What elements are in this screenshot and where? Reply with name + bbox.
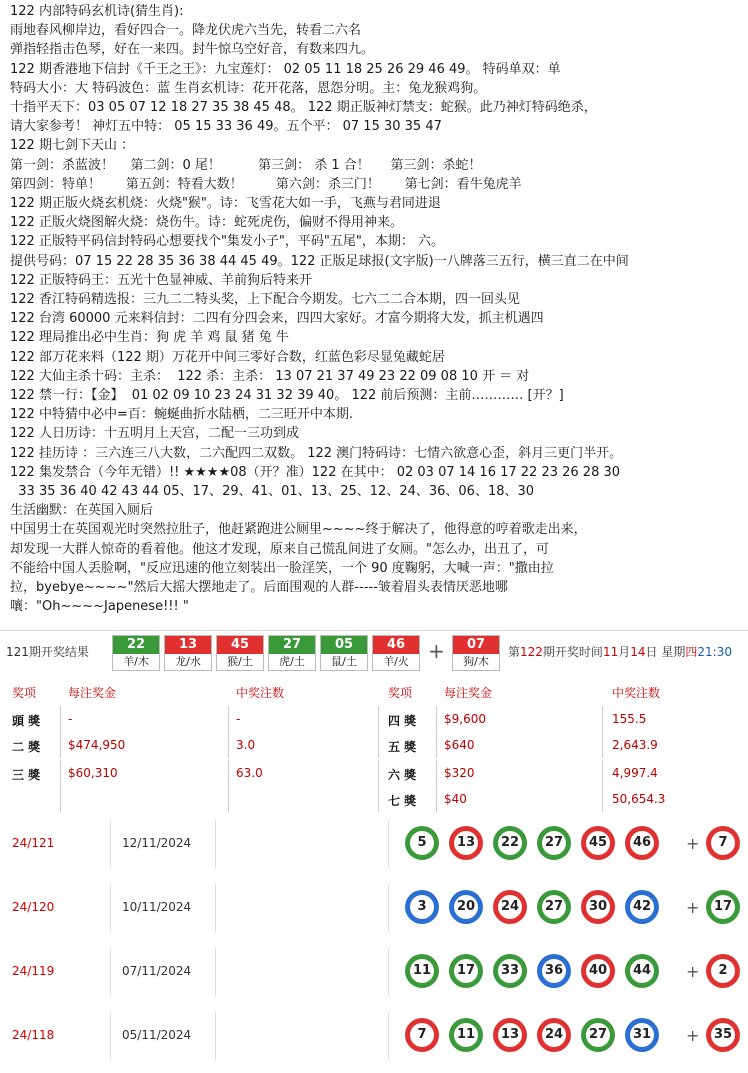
poem-line: 122 正版特码王：五光十色显神威、羊前狗后特来开	[10, 272, 312, 288]
column-divider	[602, 786, 603, 812]
result-special-ball	[706, 826, 740, 860]
prize-table	[0, 676, 748, 810]
poem-line: 122 期香港地下信封《千王之王》：九宝莲灯： 02 05 11 18 25 26 29 46 49。 特码单双：单	[10, 61, 561, 77]
prize-count: 2,643.9	[612, 738, 658, 752]
plus-sign: +	[428, 639, 445, 663]
result-ball-number: 24	[542, 1023, 566, 1047]
poem-line: 第四剑：特单！ 第五剑：特看大数！ 第六剑：杀三门！ 第七剑：看牛兔虎羊	[10, 176, 522, 192]
result-ball-number: 13	[454, 831, 478, 855]
poem-line: 特码大小：大 特码波色：蓝 生肖玄机诗：花开花落，恩怨分明。主：兔龙猴鸡狗。	[10, 80, 487, 96]
result-ball-number: 40	[586, 959, 610, 983]
column-divider	[215, 820, 216, 868]
column-divider	[228, 760, 229, 786]
draw-zodiac: 鼠/土	[321, 654, 367, 670]
result-ball-number: 35	[711, 1023, 735, 1047]
prize-label: 三 獎	[12, 768, 41, 782]
column-divider	[215, 884, 216, 932]
poem-line: 弹指轻指击色琴，好在一来四。封牛惊乌空好音，有数来四九。	[10, 42, 375, 58]
column-divider	[110, 884, 111, 932]
prize-amount: $320	[444, 766, 475, 780]
result-ball-number: 27	[586, 1023, 610, 1047]
draw-number: 46	[373, 636, 419, 654]
prize-label: 頭 獎	[12, 714, 41, 728]
column-divider	[436, 760, 437, 786]
prize-row	[0, 732, 748, 758]
result-ball-number: 45	[586, 831, 610, 855]
column-divider	[602, 706, 603, 732]
poem-line: 雨地春风柳岸边，看好四合一。降龙伏虎六当先，转看二六名	[10, 23, 362, 39]
result-ball	[449, 826, 483, 860]
prize-amount: $474,950	[68, 738, 126, 752]
result-ball-number: 11	[454, 1023, 478, 1047]
prize-row	[0, 706, 748, 732]
column-divider	[228, 706, 229, 732]
result-row	[0, 876, 748, 940]
prize-amount: $60,310	[68, 766, 118, 780]
result-ball-number: 27	[542, 831, 566, 855]
poem-line: 请大家参考！ 神灯五中特： 05 15 33 36 49。五个平： 07 15 30 35 47	[10, 119, 442, 135]
result-ball-number: 22	[498, 831, 522, 855]
result-date: 10/11/2024	[122, 900, 192, 914]
column-divider	[60, 732, 61, 758]
poem-line: 生活幽默：在英国入厕后	[10, 503, 154, 519]
recent-results-list	[0, 812, 748, 1073]
result-ball-number: 2	[711, 959, 735, 983]
poem-line: 122 部万花来料（122 期）万花开中间三零好合数，红蓝色彩尽显兔藏蛇居	[10, 349, 445, 365]
column-divider	[378, 706, 379, 732]
result-ball	[493, 1018, 527, 1052]
column-divider	[388, 820, 389, 868]
result-row	[0, 812, 748, 876]
column-divider	[378, 760, 379, 786]
draw-label: 121期开奖结果	[6, 645, 89, 659]
result-ball-number: 11	[410, 959, 434, 983]
prize-header-count: 中奖注数	[236, 686, 285, 700]
column-divider	[388, 884, 389, 932]
draw-number: 27	[269, 636, 315, 654]
draw-number-box	[268, 635, 316, 671]
result-special-ball	[706, 1018, 740, 1052]
result-ball-number: 13	[498, 1023, 522, 1047]
result-ball-number: 46	[630, 831, 654, 855]
draw-number-box	[372, 635, 420, 671]
poem-line: 122 期七剑下天山 ：	[10, 138, 135, 154]
draw-number-box	[216, 635, 264, 671]
draw-zodiac: 羊/木	[113, 654, 159, 670]
draw-number-box	[164, 635, 212, 671]
poem-line: 33 35 36 40 42 43 44 05、17、29、41、01、13、25、12、24、36、06、18、30	[10, 484, 535, 499]
prize-amount: $40	[444, 792, 467, 806]
result-period: 24/119	[12, 964, 55, 978]
poem-line: 十指平天下：03 05 07 12 18 27 35 38 45 48。 122 期正版神灯禁支：蛇猴。此乃神灯特码绝杀，	[10, 100, 597, 115]
column-divider	[436, 732, 437, 758]
poem-line: 122 香江特码精选报：三九二二特头奖，上下配合今期发。七六二二合本期，四一回头见	[10, 292, 520, 307]
poem-line: 122 挂历诗 ：三六连三八大数，二六配四二双数。 122 澳门特码诗：七情六欲意心歪，斜月三更门半开。	[10, 445, 623, 461]
result-ball	[581, 826, 615, 860]
draw-zodiac: 猴/土	[217, 654, 263, 670]
prize-header-count-2: 中奖注数	[612, 686, 661, 700]
result-ball	[581, 954, 615, 988]
result-ball	[625, 1018, 659, 1052]
column-divider	[110, 820, 111, 868]
result-ball-number: 36	[542, 959, 566, 983]
poem-line: 122 理局推出必中生肖：狗 虎 羊 鸡 鼠 猪 兔 牛	[10, 330, 289, 346]
plus-sign: +	[686, 962, 700, 981]
prize-amount: $9,600	[444, 712, 486, 726]
draw-zodiac: 虎/土	[269, 654, 315, 670]
prize-count: 3.0	[236, 738, 256, 752]
result-date: 12/11/2024	[122, 836, 192, 850]
draw-number-box	[320, 635, 368, 671]
result-ball-number: 33	[498, 959, 522, 983]
poem-line: 122 正版火烧图解火烧：烧伤牛。诗：蛇死虎伤，偏财不得用神来。	[10, 215, 403, 231]
result-special-ball	[706, 954, 740, 988]
draw-number: 05	[321, 636, 367, 654]
result-ball	[405, 826, 439, 860]
result-ball	[493, 954, 527, 988]
prize-row	[0, 786, 748, 812]
poem-line: 122 期正版火烧玄机烧：火烧"猴"。诗：飞雪花大如一手，飞燕与君同进退	[10, 196, 441, 211]
result-ball	[537, 890, 571, 924]
prize-header-amount: 每注奖金	[68, 686, 117, 700]
draw-zodiac: 狗/木	[453, 654, 499, 670]
result-ball-number: 27	[542, 895, 566, 919]
prize-header-amount-2: 每注奖金	[444, 686, 493, 700]
poem-line: 嚷："Oh~~~~Japenese!!! "	[10, 599, 189, 615]
latest-draw-bar	[0, 630, 748, 673]
prize-label: 六 獎	[388, 768, 417, 782]
poem-line: 122 大仙主杀十码：主杀： 122 杀：主杀： 13 07 21 37 49 23 22 09 08 10 开 ＝ 对	[10, 368, 530, 384]
column-divider	[378, 732, 379, 758]
prize-header-item: 奖项	[12, 686, 37, 700]
column-divider	[60, 706, 61, 732]
result-ball	[405, 954, 439, 988]
column-divider	[602, 760, 603, 786]
result-ball	[405, 890, 439, 924]
poem-line: 122 内部特码玄机诗(猜生肖):	[10, 4, 184, 19]
result-ball	[537, 1018, 571, 1052]
poem-line: 122 正版特平码信封特码心想要找个"集发小子"，平码"五尾"，本期： 六。	[10, 234, 444, 250]
result-ball	[449, 1018, 483, 1052]
result-period: 24/121	[12, 836, 55, 850]
draw-number: 07	[453, 636, 499, 654]
prize-label: 七 獎	[388, 794, 417, 808]
result-ball-number: 7	[410, 1023, 434, 1047]
poem-line: 拉，byebye~~~~"然后大摇大摆地走了。后面围观的人群-----皱着眉头表情厌恶地哪	[10, 580, 508, 595]
draw-number: 22	[113, 636, 159, 654]
result-ball-number: 30	[586, 895, 610, 919]
poem-line: 却发现一大群人惊奇的看着他。他这才发现，原来自己慌乱间进了女厕。"怎么办，出丑了，可	[10, 541, 549, 557]
result-period: 24/118	[12, 1028, 55, 1042]
plus-sign: +	[686, 1026, 700, 1045]
prize-count: 63.0	[236, 766, 263, 780]
result-date: 05/11/2024	[122, 1028, 192, 1042]
result-ball	[537, 954, 571, 988]
result-ball-number: 42	[630, 895, 654, 919]
result-ball	[581, 890, 615, 924]
draw-number-box	[112, 635, 160, 671]
poem-line: 122 台湾 60000 元来料信封：二四有分四会来，四四大家好。才富今期将大发，抓主机遇四	[10, 311, 544, 327]
result-ball-number: 3	[410, 895, 434, 919]
next-draw-info: 第122期开奖时间11月14日 星期四21:30	[508, 645, 732, 659]
column-divider	[215, 1012, 216, 1060]
result-ball	[449, 954, 483, 988]
prize-count: 155.5	[612, 712, 647, 726]
result-row	[0, 940, 748, 1004]
column-divider	[388, 948, 389, 996]
column-divider	[602, 732, 603, 758]
column-divider	[110, 1012, 111, 1060]
column-divider	[388, 1012, 389, 1060]
result-ball	[581, 1018, 615, 1052]
prize-row	[0, 760, 748, 786]
column-divider	[378, 786, 379, 812]
result-ball-number: 31	[630, 1023, 654, 1047]
prize-amount: $640	[444, 738, 475, 752]
poem-line: 122 集发禁合（今年无错）!! ★★★★08（开？准）122 在其中： 02 03 07 14 16 17 22 23 26 28 30	[10, 464, 621, 480]
result-ball	[625, 826, 659, 860]
poem-line: 中国男士在英国观光时突然拉肚子，他赶紧跑进公厕里~~~~终于解决了，他得意的哼着歌走出来，	[10, 522, 587, 538]
column-divider	[228, 732, 229, 758]
result-ball-number: 17	[454, 959, 478, 983]
result-ball	[625, 890, 659, 924]
column-divider	[228, 786, 229, 812]
poem-line: 122 禁一行：【金】 01 02 09 10 23 24 31 32 39 40。 122 前后预测：主前………… [开？]	[10, 388, 564, 403]
result-ball	[493, 890, 527, 924]
result-special-ball	[706, 890, 740, 924]
result-ball-number: 17	[711, 895, 735, 919]
result-ball	[405, 1018, 439, 1052]
draw-number: 13	[165, 636, 211, 654]
draw-number-box	[452, 635, 500, 671]
plus-sign: +	[686, 834, 700, 853]
prize-label: 五 獎	[388, 740, 417, 754]
prize-count: 50,654.3	[612, 792, 666, 806]
result-ball	[537, 826, 571, 860]
draw-zodiac: 羊/火	[373, 654, 419, 670]
column-divider	[110, 948, 111, 996]
result-row	[0, 1004, 748, 1068]
column-divider	[60, 786, 61, 812]
poem-line: 提供号码：07 15 22 28 35 36 38 44 45 49。122 正版足球报(文字版)一八牌落三五行，横三直二在中间	[10, 253, 629, 269]
column-divider	[215, 948, 216, 996]
result-ball	[493, 826, 527, 860]
result-ball	[449, 890, 483, 924]
result-date: 07/11/2024	[122, 964, 192, 978]
poem-line: 第一剑：杀蓝波！ 第二剑：0 尾！ 第三剑： 杀 1 合！ 第三剑：杀蛇！	[10, 157, 482, 173]
result-ball-number: 7	[711, 831, 735, 855]
result-ball-number: 20	[454, 895, 478, 919]
poem-line: 122 人日历诗：十五明月上天宫，二配一三功到成	[10, 426, 299, 442]
column-divider	[436, 786, 437, 812]
prize-amount: -	[68, 712, 73, 726]
result-ball-number: 24	[498, 895, 522, 919]
result-ball	[625, 954, 659, 988]
draw-zodiac: 龙/水	[165, 654, 211, 670]
result-ball-number: 5	[410, 831, 434, 855]
plus-sign: +	[686, 898, 700, 917]
prize-count: -	[236, 712, 241, 726]
column-divider	[436, 706, 437, 732]
result-period: 24/120	[12, 900, 55, 914]
draw-number: 45	[217, 636, 263, 654]
prize-header-item-2: 奖项	[388, 686, 413, 700]
prize-count: 4,997.4	[612, 766, 658, 780]
column-divider	[60, 760, 61, 786]
poem-line: 122 中特猜中必中=百：蜿蜒曲折水陆栖，二三旺开中本期.	[10, 407, 353, 423]
prize-label: 二 獎	[12, 740, 41, 754]
prize-label: 四 獎	[388, 714, 417, 728]
result-ball-number: 44	[630, 959, 654, 983]
poem-line: 不能给中国人丢脸啊，"反应迅速的他立刻装出一脸淫笑，一个 90 度鞠躬，大喊一声："撒由拉	[10, 560, 554, 576]
